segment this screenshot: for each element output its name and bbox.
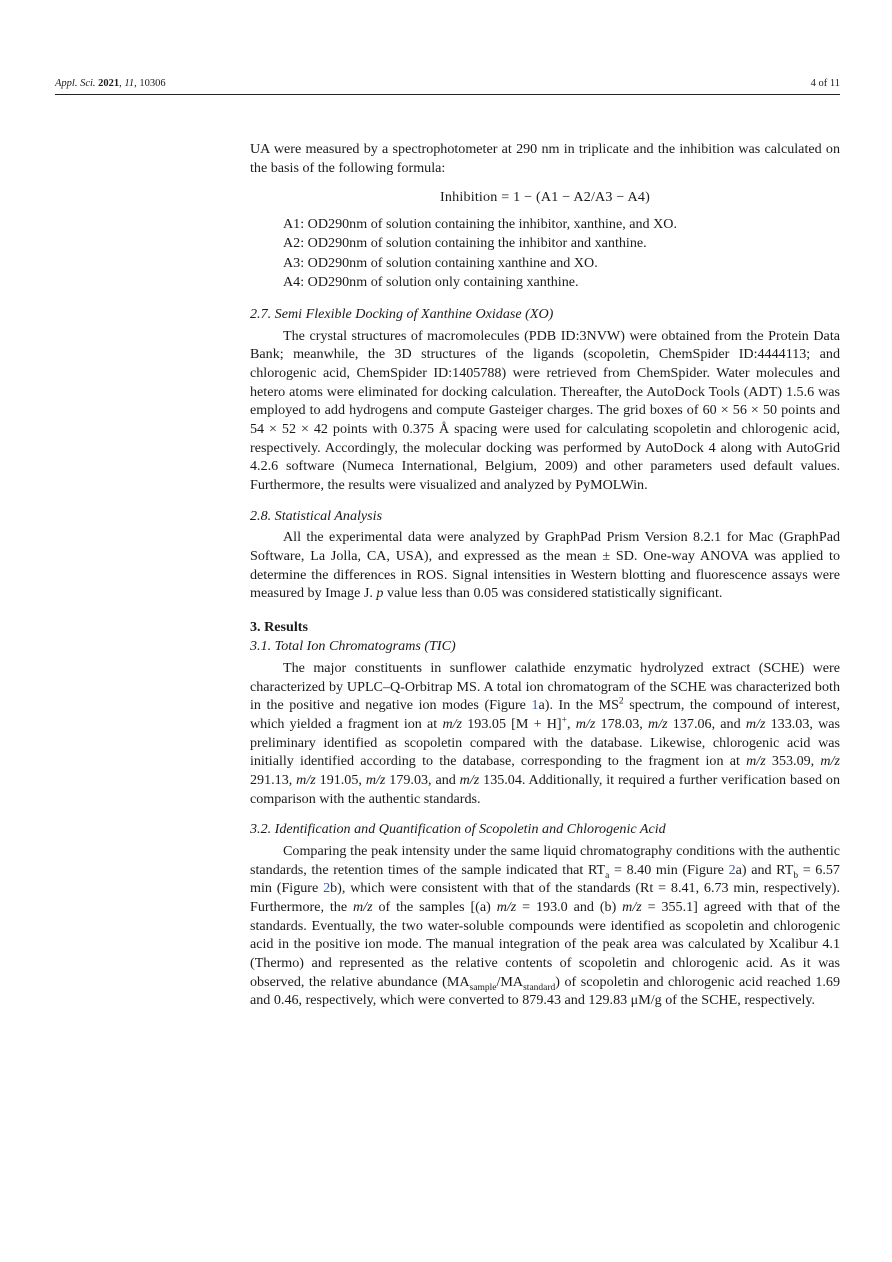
subscript: sample [469, 982, 497, 993]
text-run: = 193.0 and (b) [516, 899, 623, 915]
definition-a2: A2: OD290nm of solution containing the inhibitor and xanthine. [283, 235, 647, 252]
text-run: of the samples [(a) [372, 899, 497, 915]
text-run: a) and RT [735, 861, 794, 878]
text-run: 191.05, [315, 772, 366, 789]
text-run: 137.06, and [667, 716, 746, 733]
text-run: 179.03, and [385, 772, 460, 789]
mz-symbol: m/z [352, 899, 373, 915]
definition-a1: A1: OD290nm of solution containing the inhibitor, xanthine, and XO. [283, 215, 678, 232]
text-run: 135.04. Additionally, it required a further verification based on comparison with the authentic standards. [250, 772, 841, 807]
section-2-7-title: 2.7. Semi Flexible Docking of Xanthine Oxidase (XO) [250, 305, 554, 322]
mz-symbol: m/z [746, 753, 766, 770]
text-run: a). In the MS [538, 697, 619, 714]
mz-symbol: m/z [365, 772, 386, 789]
mz-symbol: m/z [496, 899, 517, 915]
mz-symbol: m/z [442, 716, 463, 733]
text-run: = 6.57 min (Figure [250, 861, 840, 897]
formula-definitions [283, 215, 840, 293]
section-2-8-paragraph [250, 528, 840, 603]
figure-2-link[interactable]: 2 [323, 880, 331, 897]
text-run: /MA [496, 973, 524, 990]
text-run: = 8.40 min (Figure [609, 861, 729, 878]
subscript: b [793, 870, 799, 881]
text-run: 291.13, [250, 772, 297, 789]
definition-a4: A4: OD290nm of solution only containing xanthine. [283, 274, 579, 291]
text-run: , [567, 716, 576, 733]
text-run: 353.09, [765, 753, 821, 770]
journal-citation: Appl. Sci. 2021, 11, 10306 [55, 78, 166, 89]
intro-paragraph: UA were measured by a spectrophotometer at 290 nm in triplicate and the inhibition was calculated on the basis of the following formula: [250, 141, 840, 176]
journal-name: Appl. Sci. [55, 78, 96, 89]
p-value-symbol: p [376, 585, 384, 602]
text-run: b), which were consistent with that of the standards (Rt = 8.41, 6.73 min, respectively). Furthermore, the [250, 880, 840, 915]
definition-a3: A3: OD290nm of solution containing xanthine and XO. [283, 254, 598, 271]
subscript: standard [523, 982, 556, 993]
text-run: Comparing the peak intensity under the same liquid chromatography conditions with the authentic standards, the retention times of the sample indicated that RT [250, 843, 840, 878]
mz-symbol: m/z [820, 753, 840, 770]
superscript: 2 [618, 696, 624, 707]
section-2-8-title: 2.8. Statistical Analysis [250, 507, 383, 524]
text-run: 193.05 [M + H] [462, 716, 562, 733]
text-run: value less than 0.05 was considered statistically significant. [383, 585, 723, 602]
journal-volume: 11 [124, 78, 135, 89]
section-3-1-title: 3.1. Total Ion Chromatograms (TIC) [250, 638, 456, 655]
running-head [55, 76, 840, 95]
mz-symbol: m/z [575, 716, 596, 733]
journal-year: 2021 [98, 78, 120, 89]
text-run: All the experimental data were analyzed by GraphPad Prism Version 8.2.1 for Mac (GraphPad Software, La Jolla, CA, USA), and expressed as the mean ± SD. One-way ANOVA was applied to determine the differences in ROS. Signal intensities in Western blotting and fluorescence assays were measured by Image J. [250, 529, 840, 602]
figure-1-link[interactable]: 1 [531, 697, 539, 714]
superscript: + [561, 715, 567, 726]
figure-2-link[interactable]: 2 [728, 861, 736, 878]
section-3-title: 3. Results [250, 618, 308, 635]
section-3-2-title: 3.2. Identification and Quantification of Scopoletin and Chlorogenic Acid [250, 821, 666, 838]
text-run: 133.03, was preliminary identified as scopoletin compared with the database. Likewise, chlorogenic acid was initially identified according to the database, corresponding to the fragment ion at [250, 716, 841, 770]
mz-symbol: m/z [648, 716, 668, 733]
text-run: spectrum, the compound of interest, which yielded a fragment ion at [250, 697, 840, 733]
text-run: The major constituents in sunflower calathide enzymatic hydrolyzed extract (SCHE) were characterized by UPLC–Q-Orbitrap MS. A total ion chromatogram of the SCHE was characterized both in the positive and negative ion modes (Figure [250, 660, 840, 714]
section-3-2-paragraph [250, 842, 840, 1010]
inhibition-formula: Inhibition = 1 − (A1 − A2/A3 − A4) [439, 189, 651, 206]
text-run: 178.03, [595, 716, 649, 733]
article-number: 10306 [139, 78, 166, 89]
mz-symbol: m/z [459, 772, 480, 789]
mz-symbol: m/z [622, 899, 642, 915]
text-run: ) of scopoletin and chlorogenic acid reached 1.69 and 0.46, respectively, which were converted to 879.43 and 129.83 μM/g of the SCHE, respectively. [250, 973, 840, 1009]
mz-symbol: m/z [296, 772, 316, 789]
page-number: 4 of 11 [810, 78, 840, 89]
section-2-7-paragraph: The crystal structures of macromolecules (PDB ID:3NVW) were obtained from the Protein Data Bank; meanwhile, the 3D structures of the ligands (scopoletin, ChemSpider ID:4444113; and chlorogenic acid, ChemSpider ID:1405788) were retrieved from ChemSpider. Water molecules and hetero atoms were eliminated for docking calculation. Thereafter, the AutoDock Tools (ADT) 1.5.6 was employed to add hydrogens and compute Gasteiger charges. The grid boxes of 60 × 56 × 50 points and 54 × 52 × 42 points with 0.375 Å spacing were used for calculating scopoletin and chlorogenic acid, respectively. Accordingly, the molecular docking was performed by AutoDock 4 along with AutoGrid 4.2.6 software (Numeca International, Belgium, 2009) and other parameters used default values. Furthermore, the results were visualized and analyzed by PyMOLWin. [250, 327, 840, 493]
section-3-1-paragraph [250, 659, 840, 808]
mz-symbol: m/z [745, 716, 766, 733]
text-run: = 355.1] agreed with that of the standards. Eventually, the two water-soluble compounds were identified as scopoletin and chlorogenic acid in the positive ion mode. The manual integration of the peak area was calculated by Xcalibur 4.1 (Thermo) and represented as the relative contents of scopoletin and chlorogenic acid. As it was observed, the relative abundance (MA [250, 899, 840, 990]
subscript: a [605, 870, 610, 881]
page-body [250, 140, 840, 1010]
